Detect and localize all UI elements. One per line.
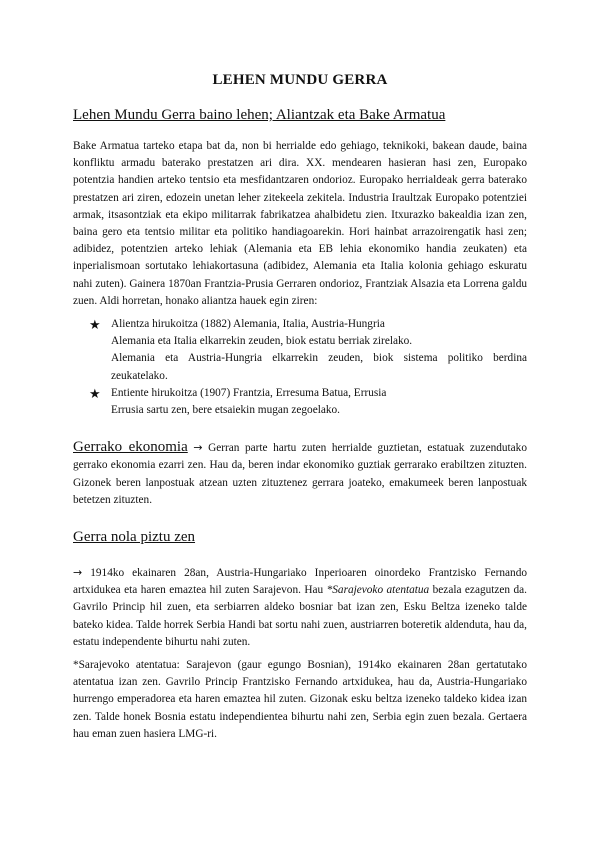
page-title: LEHEN MUNDU GERRA (212, 72, 388, 88)
section-heading-outbreak: Gerra nola piztu zen (73, 529, 196, 546)
alliances-paragraph: Bake Armatua tarteko etapa bat da, non bi herrialde edo gehiago, teknikoki, bakean daude, baina konfliktu armadu baterako prestatzen ari dira. XX. mendearen hasieran hasi zen, Europako potentzia handien arteko tentsio eta mesfidantzaren ondorioz. Europako herrialdeak gerra baterako prestatzen ari ziren, edozein unetan leher zitekeela zekitela. Industria Iraultzak Europako potentziei armak, itsasontziak eta ekipo militarrak fabrikatzea ahalbidetu zien. Itxurazko bakealdia izan zen, baina gero eta tentsio militar eta politiko handiagoarekin. Hori hainbat arrazoirengatik hasi zen; adibidez, potentzien arteko lehiak (Alemania eta EB lehia ekonomiko handia zeukaten) eta inperialismoan sortutako lehiakortasuna (adibidez, Alemania eta Italia kolonia gehiago eskuratu nahi zuten). Gainera 1870an Frantzia-Prusia Gerraren ondorioz, Frantziak Alsazia eta Lorrena galdu zuen. Aldi horretan, honako aliantza hauek egin ziren: (73, 140, 527, 307)
sarajevo-term: *Sarajevoko atentatua (326, 584, 430, 597)
alliance-line: Alemania eta Italia elkarrekin zeuden, biok estatu berriak zirelako. (111, 335, 413, 348)
war-economy-text: Gerran parte hartu zuten herrialde guztietan, estatuak zuzendutako gerrako ekonomia ezarri zen. Hau da, beren indar ekonomiko guztiak gerrarako erabiltzen zituzten. Gizonek beren lanpostuak atzean uzten zituztenez gerrara joateko, emakumeek beren lanpostuak betetzen zituzten. (73, 442, 527, 506)
section-heading-economy: Gerrako ekonomia (73, 439, 188, 456)
alliances-list (73, 316, 527, 419)
list-item (89, 316, 527, 385)
star-icon: ★ (89, 385, 101, 401)
outbreak-text-start: 1914ko ekainaren 28an, Austria-Hungariako Inperioaren oinordeko Frantzisko Fernando artxidukea eta haren emaztea hil zuten Sarajevon. Hau (73, 567, 527, 597)
alliance-line: Alemania eta Austria-Hungria elkarrekin zeuden, biok sistema politiko berdina zeukatelako. (111, 352, 527, 382)
list-item (89, 385, 527, 419)
star-icon: ★ (89, 317, 101, 333)
section-heading-alliances: Lehen Mundu Gerra baino lehen; Aliantzak eta Bake Armatua (73, 107, 446, 123)
alliance-head: Entiente hirukoitza (1907) Frantzia, Erresuma Batua, Errusia (111, 386, 387, 399)
outbreak-text-end: bezala ezagutzen da. Gavrilo Princip hil zuen, eta serbiarren aldeko bosniar bat izan zen, Esku Beltza izeneko talde bateko kidea. Talde horrek Serbia Handi bat sortu nahi zuen, austriarren boteretik aldenduta, hau da, estatu independente bihurtu nahi zuten. (73, 584, 527, 648)
sarajevo-footnote: *Sarajevoko atentatua: Sarajevon (gaur egungo Bosnian), 1914ko ekainaren 28an gertatutako atentatua izan zen. Gavrilo Princip Frantzisko Fernando artxidukea, hau da, Austria-Hungariako hurrengo emperadorea eta haren emaztea hil zuten. Gizonak esku beltza izeneko taldeko kidea izan zen. Talde honek Bosnia estatu independientea bihurtu nahi zen, Serbia egin zuen bezala. Gertaera hau eman zuen hasiera LMG-ri. (73, 659, 527, 740)
arrow-right-icon: → (73, 566, 83, 580)
outbreak-paragraph (73, 564, 527, 651)
alliance-line: Errusia sartu zen, bere etsaiekin mugan zegoelako. (111, 404, 340, 417)
war-economy-paragraph (73, 439, 527, 509)
alliance-head: Alientza hirukoitza (1882) Alemania, Italia, Austria-Hungria (111, 318, 385, 331)
arrow-right-icon: → (193, 441, 203, 455)
